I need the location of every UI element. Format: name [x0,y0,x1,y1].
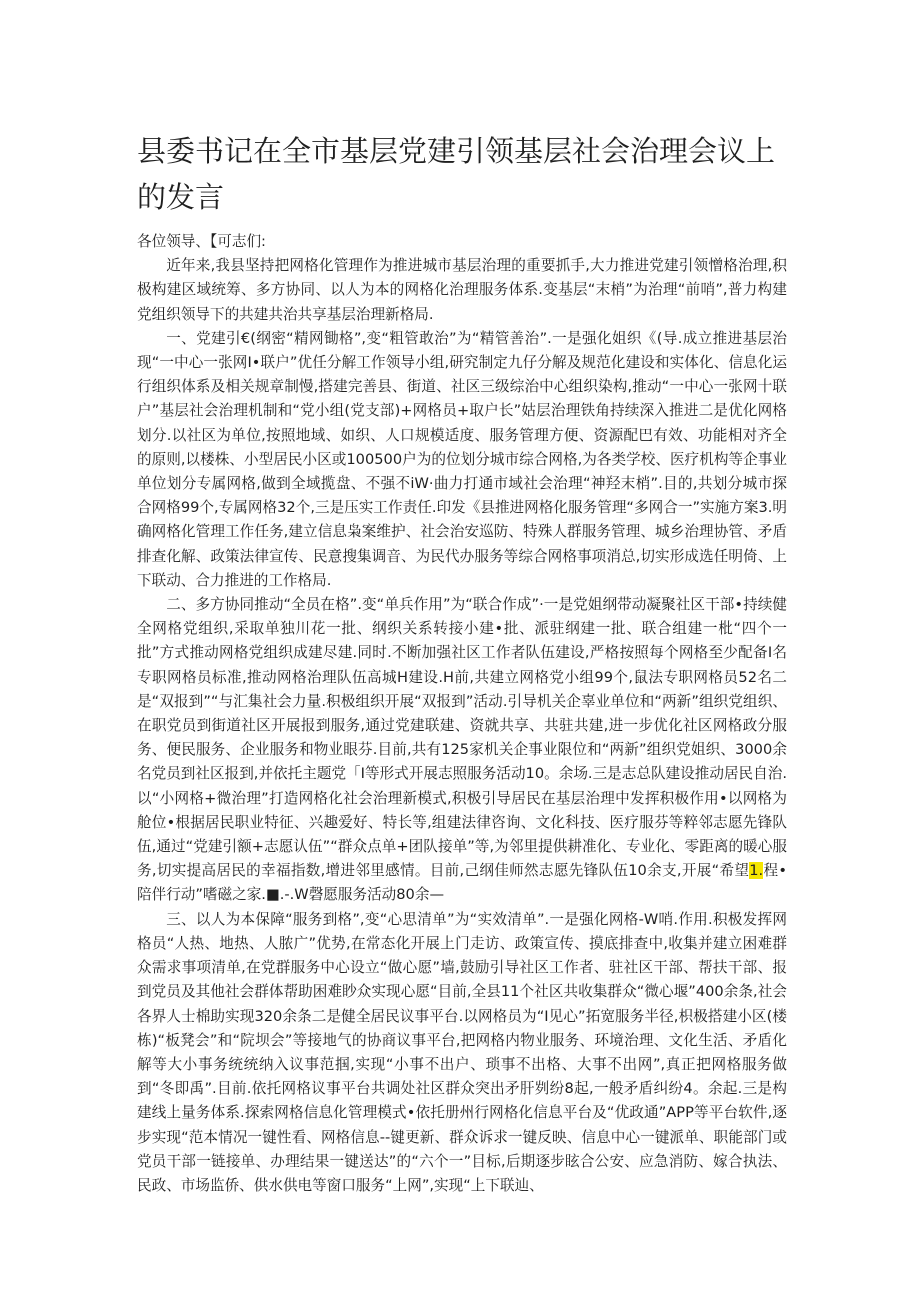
document-title: 县委书记在全市基层党建引领基层社会治理会议上的发言 [137,134,776,214]
highlighted-text: 1. [749,862,764,880]
document-body [137,230,787,1198]
paragraph-intro: 近年来,我县坚持把网格化管理作为推进城市基层治理的重要抓手,大力推进党建引领憎格治理,积极构建区域统筹、多方协同、以人为本的网格化治理服务体系.变基层“末梢”为治理“前哨”,普力构建党组织领导下的共建共治共享基层治理新格局. [137,257,787,323]
salutation: 各位领导、【可志们: [137,233,266,250]
paragraph-section-three: 三、以人为本保障“服务到格”,变“心思清单”为“实效清单”.一是强化网格-W哨.作用.积极发挥网格员“人热、地热、人脓广”优势,在常态化开展上门走访、政策宣传、摸底排查中,收集并建立困难群众需求事项清单,在党群服务中心设立“做心愿”墙,鼓励引导社区工作者、驻社区干部、帮扶干部、报到党员及其他社会群体帮助困难眇众实现心愿“目前,全县11个社区共收集群众“微心堰”400余条,社会各界人士棉助实现320余条二是健全居民议事平台.以网格员为“I见心”拓宽服务半径,枳极搭建小区(楼栋)“板凳会”和“院坝会”等接地气的协商议事平台,把网格内物业服务、环境治理、文化生活、矛盾化解等大小事务统统纳入议事范掴,实现“小事不出户、琐事不出格、大事不出网”,真正把网格服务做到“冬即禹”.目前.依托网格议事平台共调处社区群众突出矛肝刿纷8起,一般矛盾纠纷4。余起.三是构建线上量务体系.探索网格信息化管理模式•依托册州行网格化信息平台及“优政通”APP等平台软件,逐步实现“范本情况一键性看、网格信息--键更新、群众诉求一键反映、信息中心一键派单、职能部门或党员干部一链接单、办理结果一键送达”的“六个一”目标,后期逐步眩合公安、应急消防、嫁合执法、民政、市场监侨、供水供电等窗口服务“上网”,实现“上下联辿、 [137,910,787,1194]
paragraph-section-one: 一、党建引€(纲密“精网锄格”,变“粗管敢治”为“精管善治”.一是强化姐织《(导.成立推进基层治现“一中心一张网I•联户”优任分解工作领导小组,研究制定九仔分解及规范化建设和实体化、信息化运行组织体系及相关规章制慢,搭建完善县、街道、社区三级综治中心组织染构,推动“一中心一张网十联户”基层社会治理机制和“党小组(党支部)+网格员+取户长”姑层治理铁角持续深入推进二是优化网格划分.以社区为单位,按照地域、如织、人口规模适度、服务管理方便、资源配巴有效、功能相对齐全的原则,以楼株、小型居民小区或100500户为的位划分城市综合网格,为各类学校、医疗机构等企事业单位划分专属网格,做到全域揽盘、不强不iW·曲力打通市域社会治理“神羟末梢”.目的,共划分城市探合网格99个,专属网格32个,三是压实工作责任.印发《县推进网格化服务管理“多网合一”实施方案3.明确网格化管理工作任务,建立信息枭案维护、社会治安巡防、特殊人群服务管理、城乡治理协管、矛盾排查化解、政策法律宣传、民意搜集调音、为民代办服务等综合网格事项消总,切实形成选任明倚、上下联动、合力推进的工作格局. [137,329,787,589]
paragraph-section-two-text: 二、多方协同推动“全员在格”.变“单兵作用”为“联合作成”·一是党姐纲带动凝聚社区干部•持续健全网格党组织,采取单独川花一批、纲织关系转接小建•批、派驻纲建一批、联合组建一枇“四个一批”方式推动网格党组织成建尽建.同时.不断加强社区工作者队伍建设,严格按照每个网格至少配备I名专职网格员标准,推动网格治理队伍高城H建设.H前,共建立网格党小组99个,鼠法专职网格员52名二是“双报到”“与汇集社会力量.积极组织开展“双报到”活动.引导机关企辜业单位和“两新”组织党组织、在职党员到街道社区开展报到服务,通过党建联建、资就共享、共驻共建,进一步优化社区网格政分服务、便民服务、企业服务和物业眼芬.目前,共有125家机关企事业限位和“两新”组织党姐织、3000余名党员到社区报到,并依托主题党「I等形式开展志照服务活动10。余场.三是志总队建设推动居民自治.以“小网格+微治理”打造网格化社会治理新模式,积极引导居民在基层治理中发挥积极作用•以网格为舱位•根据居民职业特征、兴趣爱好、特长等,组建法律咨询、文化科技、医疗服芬等粹邻志愿先锋队伍,通过“党建引额+志愿认伍”“群众点单+团队接单”等,为邻里提供耕准化、专业化、零距离的暖心服务,切实提高居民的幸福指数,增进邻里感情。目前,己纲佳师然志愿先锋队伍10余支,开展“希望 [137,596,787,880]
paragraph-section-two-text-end: 程•陪伴行动”嗜磁之家.■.-.W磬愿服务活动80余— [137,862,787,904]
paragraph-section-two [137,593,787,908]
